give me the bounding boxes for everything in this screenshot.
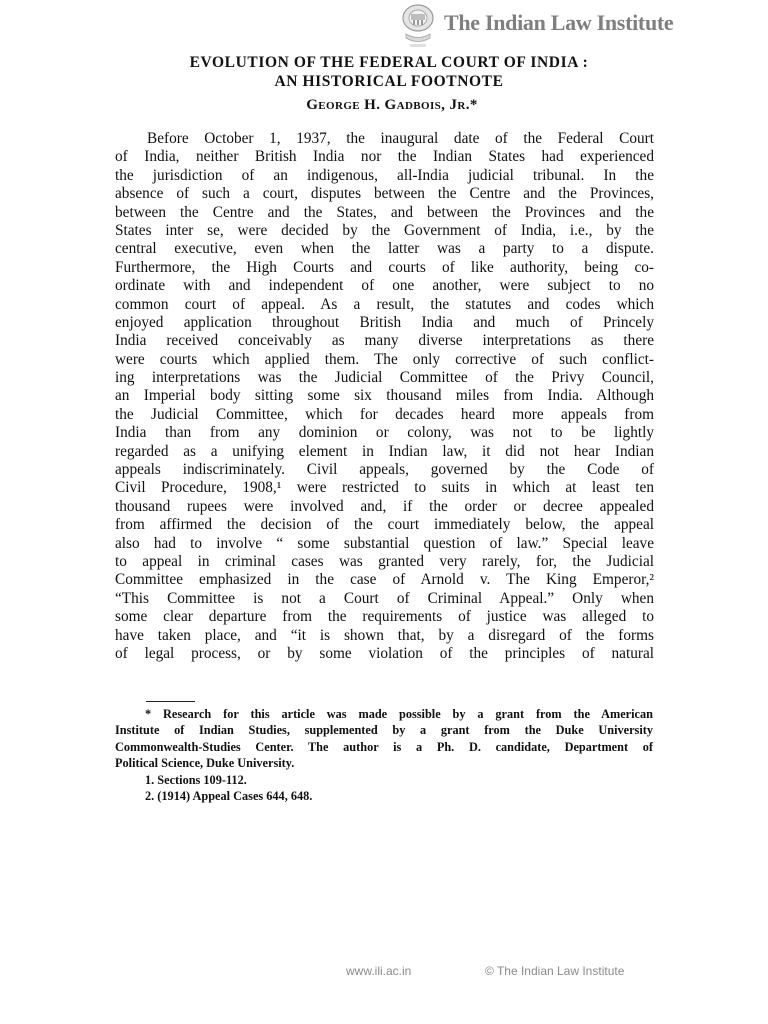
body-line: ordinate with and independent of one another, were subject to no xyxy=(115,277,654,295)
body-line: from affirmed the decision of the court immediately below, the appeal xyxy=(115,516,654,534)
footnote-line: * Research for this article was made possible by a grant from the American xyxy=(145,707,653,721)
body-line: absence of such a court, disputes between the Centre and the Provinces, xyxy=(115,185,654,203)
footnote-divider xyxy=(146,701,195,702)
body-line: Civil Procedure, 1908,¹ were restricted to suits in which at least ten xyxy=(115,479,654,497)
footnote-entry: 1. Sections 109-112. xyxy=(145,772,247,787)
footnote-line: Institute of Indian Studies, supplemented by a grant from the Duke University xyxy=(115,723,653,738)
body-line: of India, neither British India nor the Indian States had experienced xyxy=(115,148,654,166)
body-line: were courts which applied them. The only corrective of such conflict- xyxy=(115,350,654,368)
body-line: “This Committee is not a Court of Criminal Appeal.” Only when xyxy=(115,589,654,607)
body-line: between the Centre and the States, and between the Provinces and the xyxy=(115,203,654,221)
institute-seal-icon xyxy=(398,3,438,49)
body-line: the jurisdiction of an indigenous, all-India judicial tribunal. In the xyxy=(115,166,654,184)
body-line: thousand rupees were involved and, if the order or decree appealed xyxy=(115,497,654,515)
article-title-line-2: AN HISTORICAL FOOTNOTE xyxy=(274,73,504,90)
body-line: common court of appeal. As a result, the statutes and codes which xyxy=(115,295,654,313)
body-line: India than from any dominion or colony, was not to be lightly xyxy=(115,424,654,442)
body-line: States inter se, were decided by the Government of India, i.e., by the xyxy=(115,221,654,239)
body-line: Before October 1, 1937, the inaugural date of the Federal Court xyxy=(147,130,654,147)
footer-url: www.ili.ac.in xyxy=(346,964,412,978)
body-line: to appeal in criminal cases was granted very rarely, for, the Judicial xyxy=(115,552,654,570)
body-line: Committee emphasized in the case of Arnold v. The King Emperor,² xyxy=(115,571,654,589)
article-body xyxy=(115,130,654,663)
article-author: George H. Gadbois, Jr.* xyxy=(306,97,478,113)
footnotes xyxy=(115,706,653,804)
body-line: regarded as a unifying element in Indian law, it did not hear Indian xyxy=(115,442,654,460)
body-line: also had to involve “ some substantial question of law.” Special leave xyxy=(115,534,654,552)
body-line: some clear departure from the requirements of justice was alleged to xyxy=(115,608,654,626)
footer-copyright: © The Indian Law Institute xyxy=(485,964,625,978)
body-line: appeals indiscriminately. Civil appeals, governed by the Code of xyxy=(115,461,654,479)
body-line: ing interpretations was the Judicial Committee of the Privy Council, xyxy=(115,369,654,387)
body-line: have taken place, and “it is shown that, by a disregard of the forms xyxy=(115,626,654,644)
institute-brand-name: The Indian Law Institute xyxy=(444,10,674,35)
footnote-entry: 2. (1914) Appeal Cases 644, 648. xyxy=(145,788,313,803)
body-line: India received conceivably as many diverse interpretations as there xyxy=(115,332,654,350)
body-line: Furthermore, the High Courts and courts of like authority, being co- xyxy=(115,258,654,276)
footnote-line: Political Science, Duke University. xyxy=(115,756,295,771)
page-header xyxy=(398,2,768,50)
body-line: enjoyed application throughout British India and much of Princely xyxy=(115,313,654,331)
article-heading xyxy=(0,53,768,114)
article-title-line-1: EVOLUTION OF THE FEDERAL COURT OF INDIA : xyxy=(189,54,589,71)
body-line: an Imperial body sitting some six thousand miles from India. Although xyxy=(115,387,654,405)
body-line: the Judicial Committee, which for decades heard more appeals from xyxy=(115,405,654,423)
footnote-line: Commonwealth-Studies Center. The author is a Ph. D. candidate, Department of xyxy=(115,739,653,754)
body-line: of legal process, or by some violation of the principles of natural xyxy=(115,644,654,662)
body-line: central executive, even when the latter was a party to a dispute. xyxy=(115,240,654,258)
